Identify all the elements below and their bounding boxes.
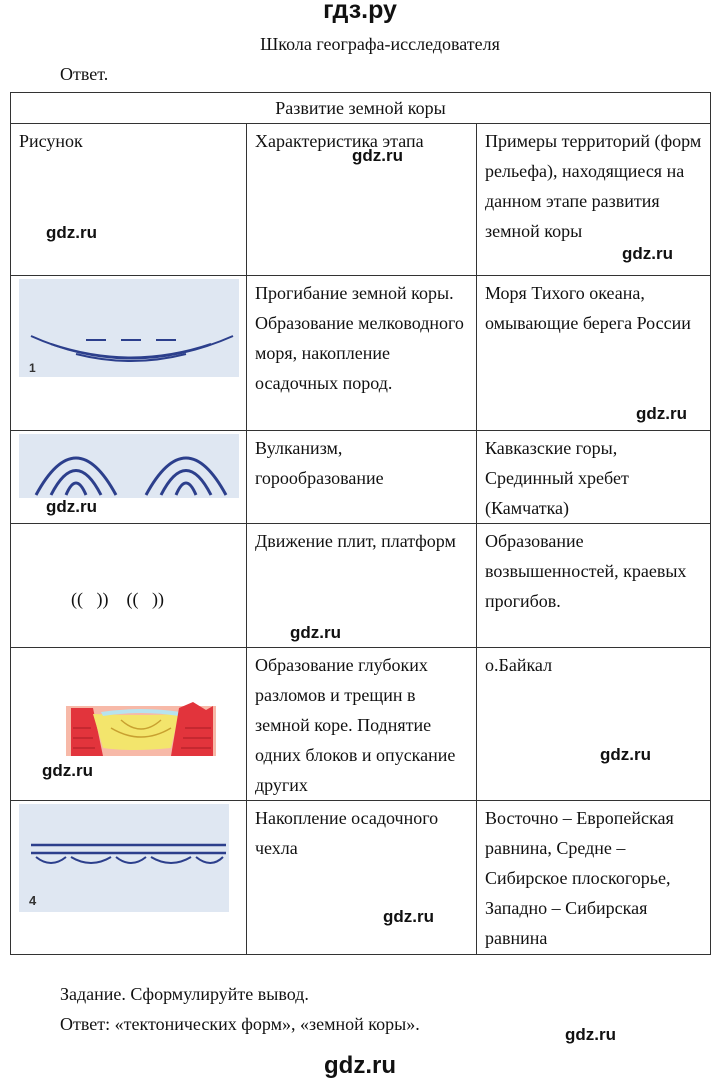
table-row-5-picture (11, 801, 247, 955)
column-header-examples: Примеры территорий (форм рельефа), находящиеся на данном этапе развития земной коры (477, 124, 711, 276)
watermark: gdz.ru (46, 497, 97, 516)
picture-text-brackets: (( )) (( )) (71, 589, 164, 609)
table-row-1-picture (11, 276, 247, 431)
watermark: gdz.ru (565, 1025, 616, 1044)
column-header-stage: Характеристика этапа (247, 124, 477, 276)
watermark: gdz.ru (622, 244, 673, 263)
table-row-1-stage: Прогибание земной коры. Образование мелководного моря, накопление осадочных пород. (247, 276, 477, 431)
watermark: gdz.ru (42, 761, 93, 780)
site-footer-logo: gdz.ru (324, 1052, 396, 1079)
subsidence-diagram (11, 276, 247, 431)
table-row-2-stage: Вулканизм, горообразование (247, 431, 477, 524)
table-row-3-examples: Образование возвышенностей, краевых прогибов. (477, 524, 711, 648)
picture-number-1: 1 (29, 361, 36, 375)
watermark: gdz.ru (46, 223, 97, 242)
page-subtitle: Школа географа-исследователя (260, 34, 500, 54)
answer-text: Ответ: «тектонических форм», «земной коры». (60, 1014, 420, 1034)
sediment-cover-diagram (11, 801, 247, 955)
watermark: gdz.ru (290, 623, 341, 642)
table-row-2-examples: Кавказские горы, Срединный хребет (Камчатка) (477, 431, 711, 524)
answer-label: Ответ. (60, 64, 109, 84)
earth-crust-table (10, 92, 711, 955)
picture-number-4: 4 (29, 893, 37, 908)
table-title: Развитие земной коры (11, 93, 711, 124)
column-header-picture: Рисунок (11, 124, 247, 276)
watermark: gdz.ru (636, 404, 687, 423)
task-text: Задание. Сформулируйте вывод. (60, 984, 309, 1004)
table-row-3-stage: Движение плит, платформ (247, 524, 477, 648)
watermark: gdz.ru (383, 907, 434, 926)
watermark: gdz.ru (352, 146, 403, 165)
table-row-4-stage: Образование глубоких разломов и трещин в земной коре. Поднятие одних блоков и опускание других (247, 648, 477, 801)
table-row-4-examples: о.Байкал (477, 648, 711, 801)
watermark: gdz.ru (600, 745, 651, 764)
table-row-5-stage: Накопление осадочного чехла (247, 801, 477, 955)
site-header-logo: гдз.ру (323, 0, 397, 24)
table-row-3-picture (11, 524, 247, 648)
table-row-1-examples: Моря Тихого океана, омывающие берега России (477, 276, 711, 431)
table-row-5-examples: Восточно – Европейская равнина, Средне – Сибирское плоскогорье, Западно – Сибирская равнина (477, 801, 711, 955)
